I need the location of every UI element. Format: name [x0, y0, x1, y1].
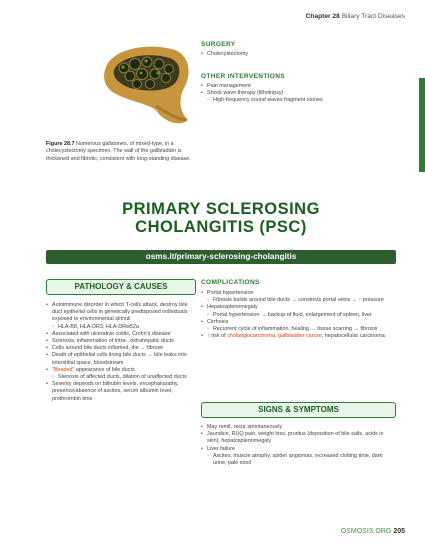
list-item	[201, 333, 396, 340]
figure-caption-text: Numerous gallstones, of mixed-type, in a cholecystectomy specimen. The wall of the gallbladder is thickened and fibrotic, consistent with long-standing disease.	[46, 141, 191, 162]
osmosis-link[interactable]: osms.it/primary-sclerosing-cholangitis	[46, 250, 396, 264]
page-title-line1: PRIMARY SCLEROSING	[122, 200, 320, 218]
pathology-heading: PATHOLOGY & CAUSES	[46, 279, 196, 295]
list-item: • Cholecystectomy	[201, 51, 401, 58]
list-item: • Autoimmune disorder in which T-cells attack, destroy bile duct epithelial cells in genetically predisposed individuals exposed to environmental stimuli	[46, 302, 196, 324]
chapter-title: Biliary Tract Diseases	[341, 13, 405, 20]
list-item: • Cirrhosis	[201, 319, 396, 326]
list-subitem: ◦ HLA-B8, HLA-DR3, HLA-DRw52a	[46, 324, 196, 331]
complications-list	[201, 290, 396, 340]
page-title-line2: CHOLANGITIS (PSC)	[135, 218, 307, 236]
list-subitem: ◦ Stenosis of affected ducts, dilation of unaffected ducts	[46, 374, 196, 381]
beaded-text: appearance of bile ducts	[75, 366, 135, 373]
risk-suffix: , hepatocellular carcinoma	[321, 333, 385, 340]
figure-caption	[46, 141, 192, 163]
figure-label: Figure 28.7	[46, 141, 75, 147]
list-subitem: ◦ Fibrosis builds around bile ducts → constricts portal veins → ↑ pressure	[201, 297, 396, 304]
list-item: • Liver failure	[201, 446, 396, 453]
beaded-term: "Beaded"	[52, 366, 75, 373]
page-number: 205	[393, 528, 405, 535]
risk-prefix: ↑ risk of	[207, 333, 226, 340]
gallstone-specimen-photo	[100, 40, 192, 132]
running-header	[306, 13, 405, 20]
cancer-link[interactable]: cholangiocarcinoma, gallbladder cancer	[227, 333, 322, 340]
list-item: • Cells around bile ducts inflamed, die → fibrose	[46, 345, 196, 352]
list-subitem: ◦ Portal hypertension → backup of fluid, enlargement of spleen, liver	[201, 312, 396, 319]
signs-symptoms-heading: SIGNS & SYMPTOMS	[201, 402, 396, 418]
chapter-number: Chapter 28	[305, 13, 340, 20]
list-subitem: ◦ High-frequency sound waves fragment stones	[201, 97, 346, 104]
surgery-heading: SURGERY	[201, 41, 236, 48]
list-item: • Jaundice, RUQ pain, weight loss, pruritus (deposition of bile salts, acids in skin), hepatosplenomegaly	[201, 431, 396, 445]
list-item: • Shock wave therapy (lithotripsy)	[201, 90, 346, 97]
page-footer	[341, 528, 405, 535]
list-item: • Portal hypertension	[201, 290, 396, 297]
section-tab	[419, 78, 425, 172]
surgery-list	[201, 51, 401, 58]
pathology-list	[46, 302, 196, 403]
other-interventions-list	[201, 83, 346, 105]
signs-list	[201, 424, 396, 467]
list-item: • Pain management	[201, 83, 346, 90]
list-item: • Sclerosis, inflammation of intra-, extrahepatic ducts	[46, 338, 196, 345]
list-subitem: ◦ Recurrent cycle of inflammation, healing → tissue scarring → fibrosis	[201, 326, 396, 333]
list-item: • May remit, recur spontaneously	[201, 424, 396, 431]
other-interventions-heading: OTHER INTERVENTIONS	[201, 73, 285, 80]
list-item: • Hepatosplenomegaly	[201, 304, 396, 311]
list-item: • Death of epithelial cells lining bile ducts → bile leaks into interstitial space, bloodstream	[46, 352, 196, 366]
list-subitem: ◦ Ascites, muscle atrophy, spider angiomas, increased clotting time, dark urine, pale stool	[201, 453, 396, 467]
list-item: • Severity depends on bilirubin levels, encephalopathy, presence/absence of ascites, serum albumin level, prothrombin time	[46, 381, 196, 403]
site-name: OSMOSIS.ORG	[340, 528, 392, 535]
list-item	[46, 367, 196, 374]
complications-heading: COMPLICATIONS	[201, 279, 260, 286]
list-item: • Associated with ulcerative colitis, Crohn's disease	[46, 331, 196, 338]
